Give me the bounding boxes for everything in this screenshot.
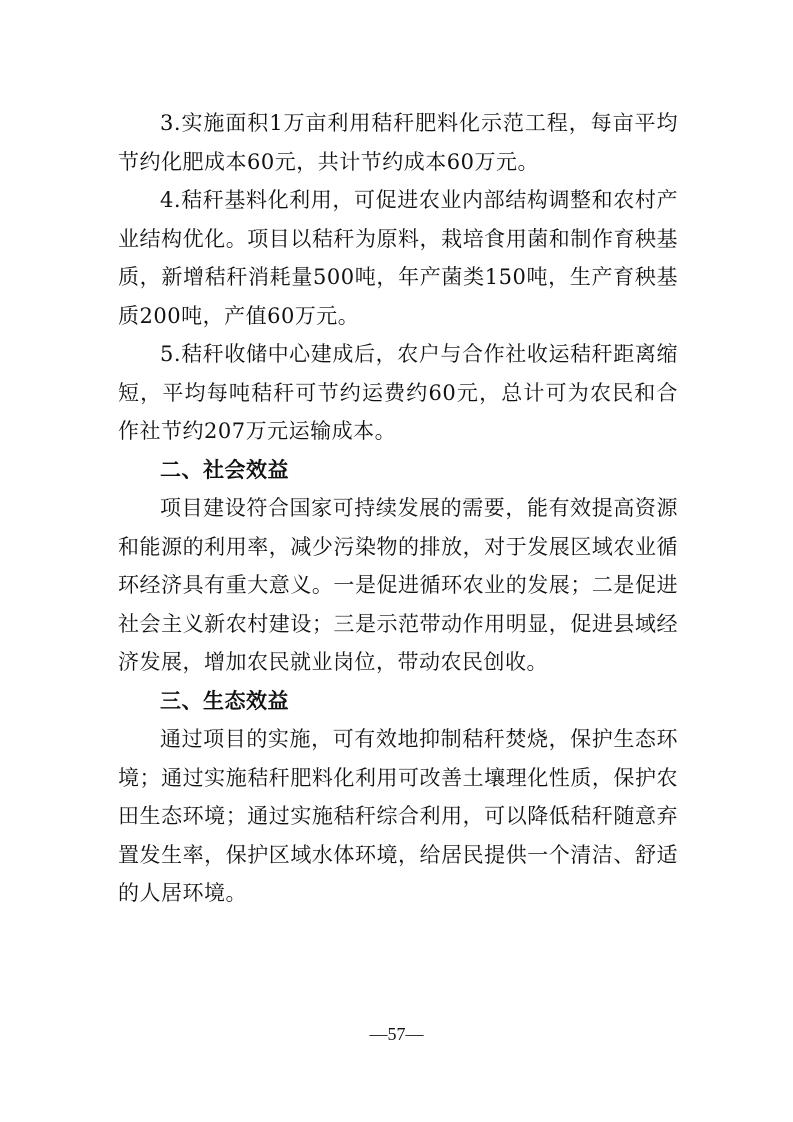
paragraph-ecological-benefits: 通过项目的实施，可有效地抑制秸秆焚烧，保护生态环境；通过实施秸秆肥料化利用可改善土壤理化性质，保护农田生态环境；通过实施秸秆综合利用，可以降低秸秆随意弃置发生率，保护区域水体环境，给居民提供一个清洁、舒适的人居环境。 [118,727,678,905]
paragraph-social-benefits: 项目建设符合国家可持续发展的需要，能有效提高资源和能源的利用率，减少污染物的排放，对于发展区域农业循环经济具有重大意义。一是促进循环农业的发展；二是促进社会主义新农村建设；三是示范带动作用明显，促进县域经济发展，增加农民就业岗位，带动农民创收。 [118,496,678,674]
heading-ecological-benefits: 三、生态效益 [160,688,289,713]
heading-social-benefits: 二、社会效益 [160,457,289,482]
paragraph-straw-substrate: 4.秸秆基料化利用，可促进农业内部结构调整和农村产业结构优化。项目以秸秆为原料，栽培食用菌和制作育秧基质，新增秸秆消耗量500吨，年产菌类150吨，生产育秧基质200吨，产值60万元。 [118,188,678,328]
paragraph-straw-fertilizer: 3.实施面积1万亩利用秸秆肥料化示范工程，每亩平均节约化肥成本60元，共计节约成本60万元。 [118,111,678,174]
document-body [118,104,678,913]
paragraph-straw-storage-center: 5.秸秆收储中心建成后，农户与合作社收运秸秆距离缩短，平均每吨秸秆可节约运费约60元，总计可为农民和合作社节约207万元运输成本。 [118,342,678,443]
page-number: —57— [369,1024,424,1044]
